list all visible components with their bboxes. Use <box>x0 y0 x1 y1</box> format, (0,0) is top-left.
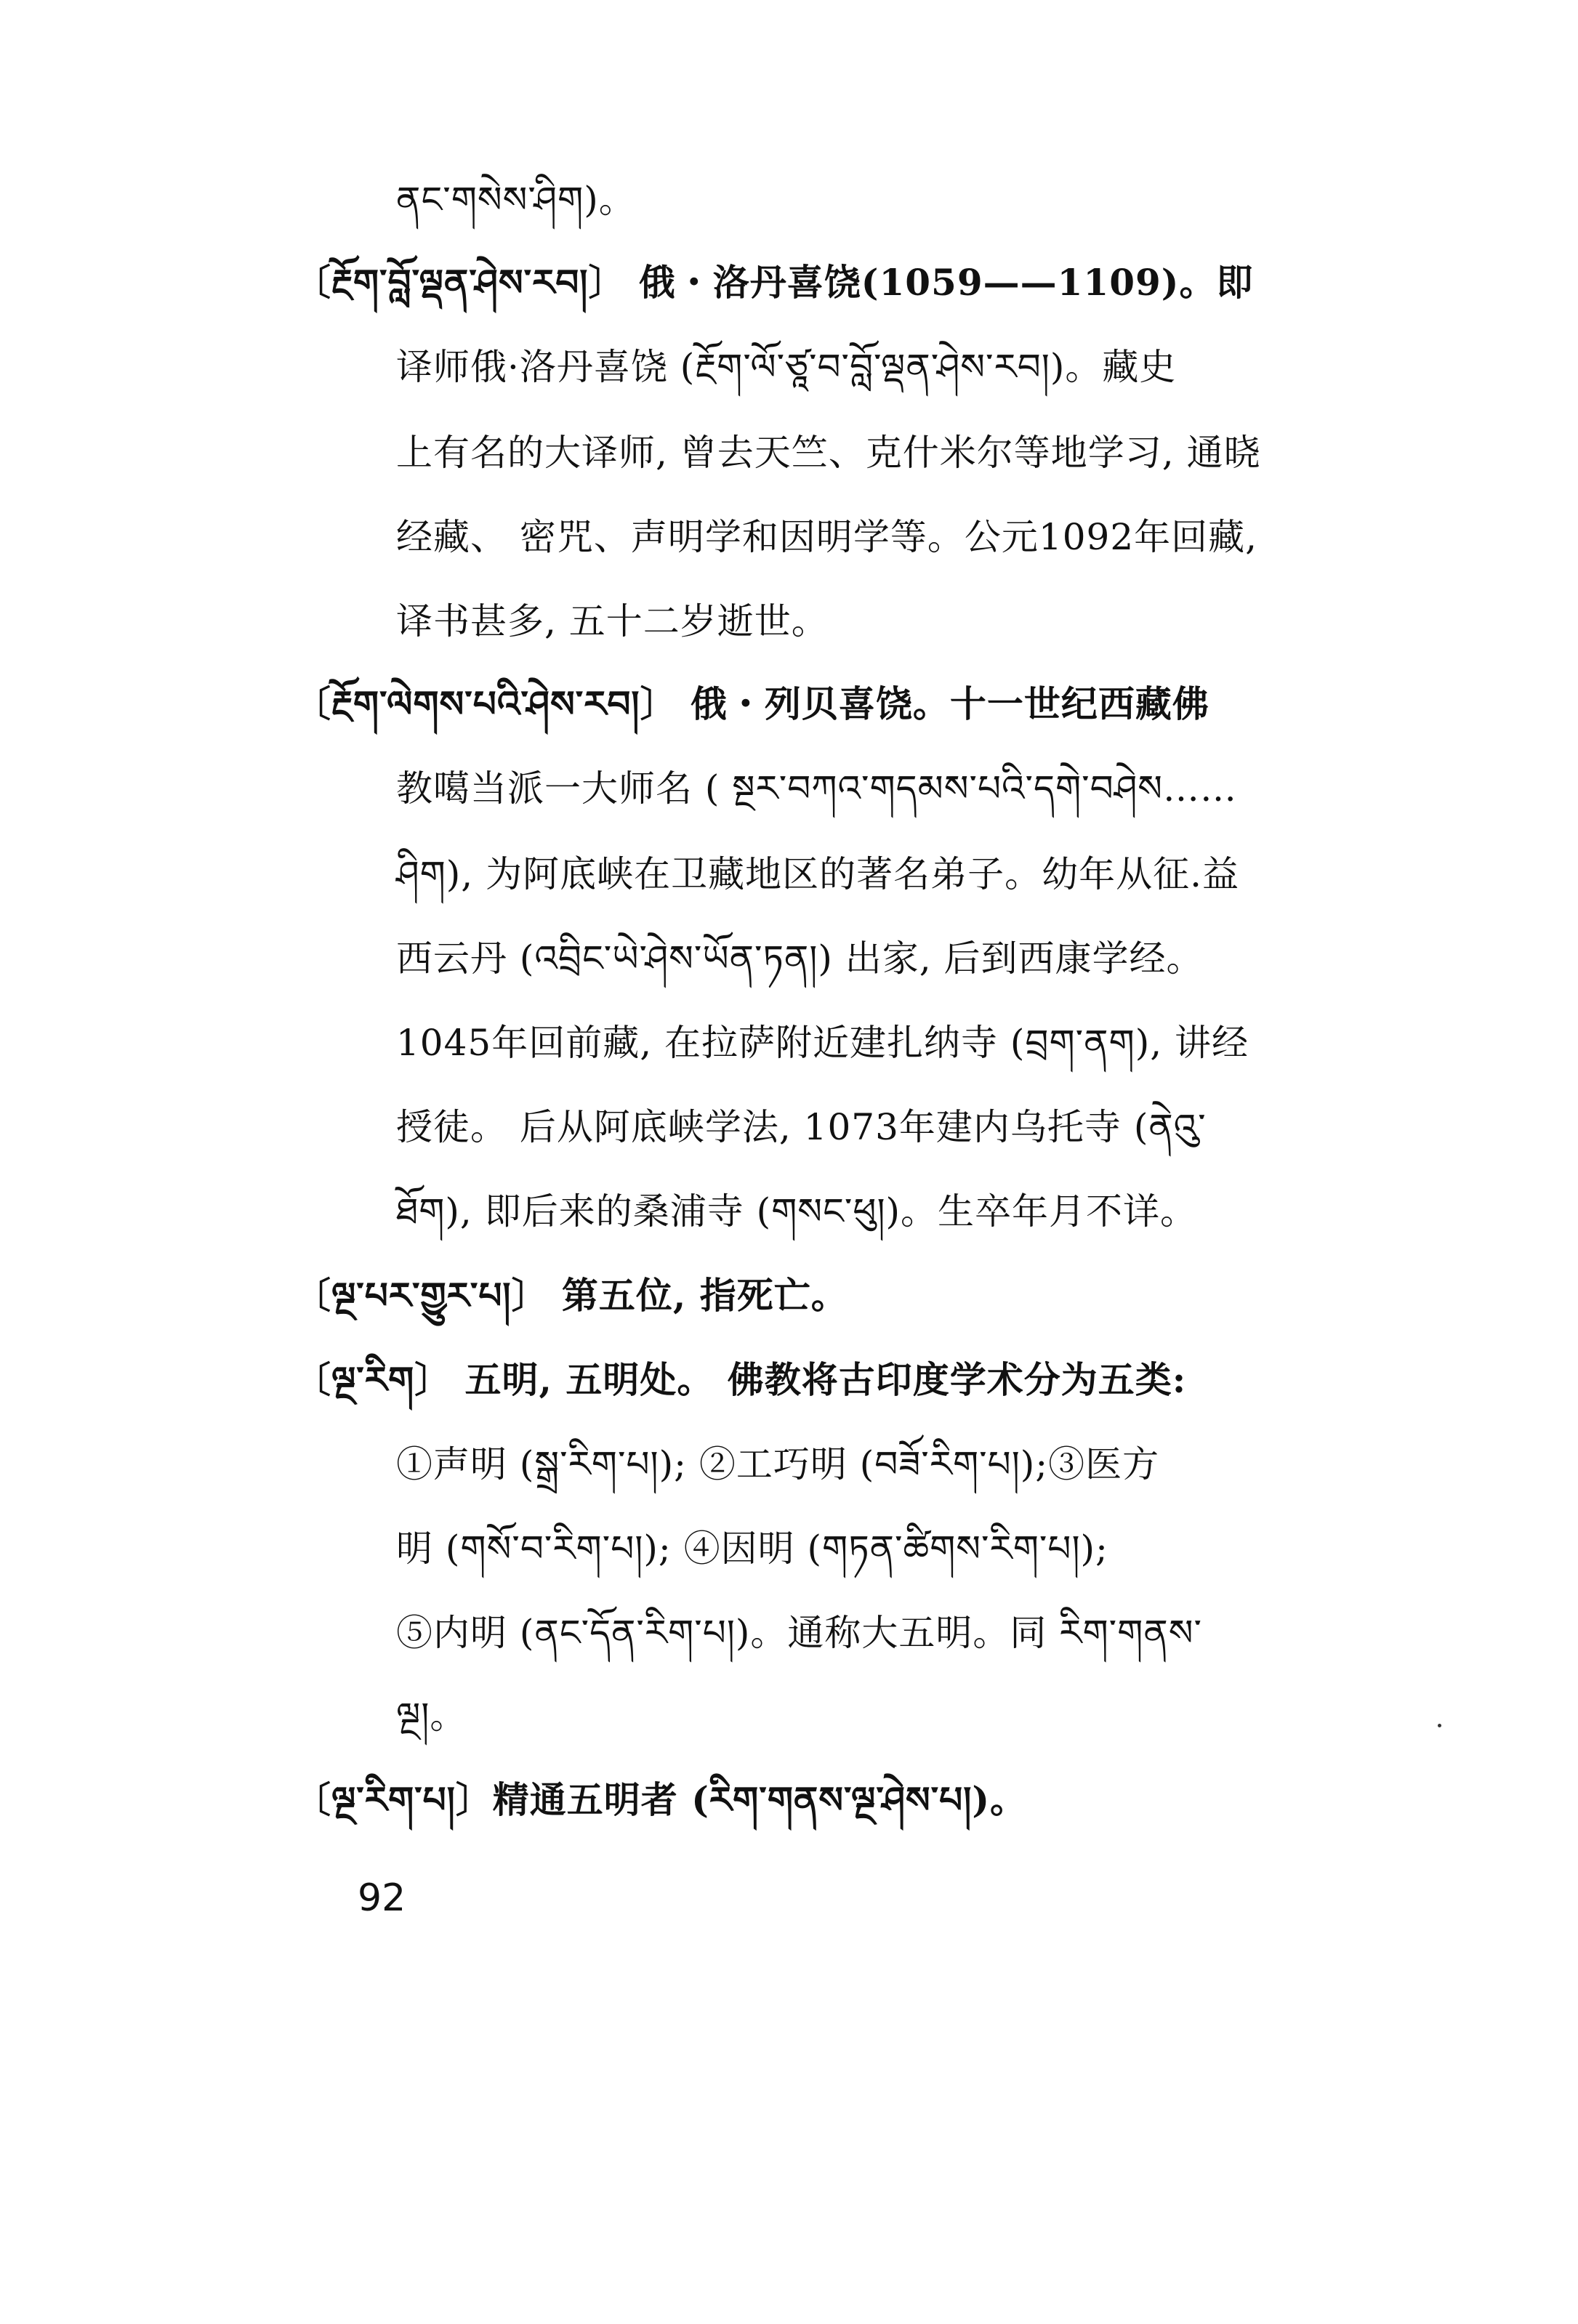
text-line: 教噶当派一大师名 ( སྔར་བཀའ་གདམས་པའི་དགེ་བཤེས…… <box>396 767 1238 810</box>
entry-headword-line: 〔ལྔ་རིག་པ།〕精通五明者 (རིག་གནས་ལྔ་ཤེས་པ།)。 <box>294 1778 1027 1821</box>
entry-headword-line: 〔རྔོག་ལེགས་པའི་ཤེས་རབ།〕 俄・列贝喜饶。十一世纪西藏佛 <box>294 682 1209 725</box>
text-line: 明 (གསོ་བ་རིག་པ།); ④因明 (གཏན་ཚིགས་རིག་པ།); <box>396 1528 1108 1570</box>
entry-headword-line: 〔རྔོག་བློ་ལྡན་ཤེས་རབ།〕 俄・洛丹喜饶(1059——1109)。即 <box>294 261 1254 304</box>
text-line: ⑤内明 (ནང་དོན་རིག་པ།)。通称大五明。同 རིག་གནས་ <box>396 1612 1202 1654</box>
entry-headword-line: 〔ལྔ་རིག〕 五明, 五明处。 佛教将古印度学术分为五类: <box>294 1358 1187 1401</box>
text-line: 1045年回前藏, 在拉萨附近建扎纳寺 (བྲག་ནག), 讲经 <box>396 1022 1249 1064</box>
text-line: 译书甚多, 五十二岁逝世。 <box>396 600 829 642</box>
entry-headword-line: 〔ལྔ་པར་གྱུར་པ།〕 第五位, 指死亡。 <box>294 1274 848 1317</box>
text-line: 西云丹 (འབྲིང་ཡེ་ཤེས་ཡོན་ཏན།) 出家, 后到西康学经。 <box>396 937 1204 980</box>
scan-speck <box>1438 1724 1441 1727</box>
text-line: ལྔ།。 <box>396 1695 467 1737</box>
page-number: 92 <box>358 1876 406 1920</box>
text-line: ①声明 (སྒྲ་རིག་པ།); ②工巧明 (བཟོ་རིག་པ།);③医方 <box>396 1443 1160 1485</box>
text-line: 授徒。 后从阿底峡学法, 1073年建内乌托寺 (ནེའུ་ <box>396 1106 1207 1148</box>
text-line: 译师俄·洛丹喜饶 (རྔོག་ལོ་ཙཱ་བ་བློ་ལྡན་ཤེས་རབ།)。藏史 <box>396 346 1177 388</box>
text-line: ཐོག), 即后来的桑浦寺 (གསང་ཕུ།)。生卒年月不详。 <box>396 1190 1198 1232</box>
text-line: ནང་གསེས་ཤིག)。 <box>396 179 636 221</box>
text-line: 上有名的大译师, 曾去天竺、克什米尔等地学习, 通晓 <box>396 432 1261 474</box>
text-line: 经藏、 密咒、声明学和因明学等。公元1092年回藏, <box>396 516 1258 558</box>
text-line: ཤིག), 为阿底峡在卫藏地区的著名弟子。幼年从征.益 <box>396 853 1239 895</box>
